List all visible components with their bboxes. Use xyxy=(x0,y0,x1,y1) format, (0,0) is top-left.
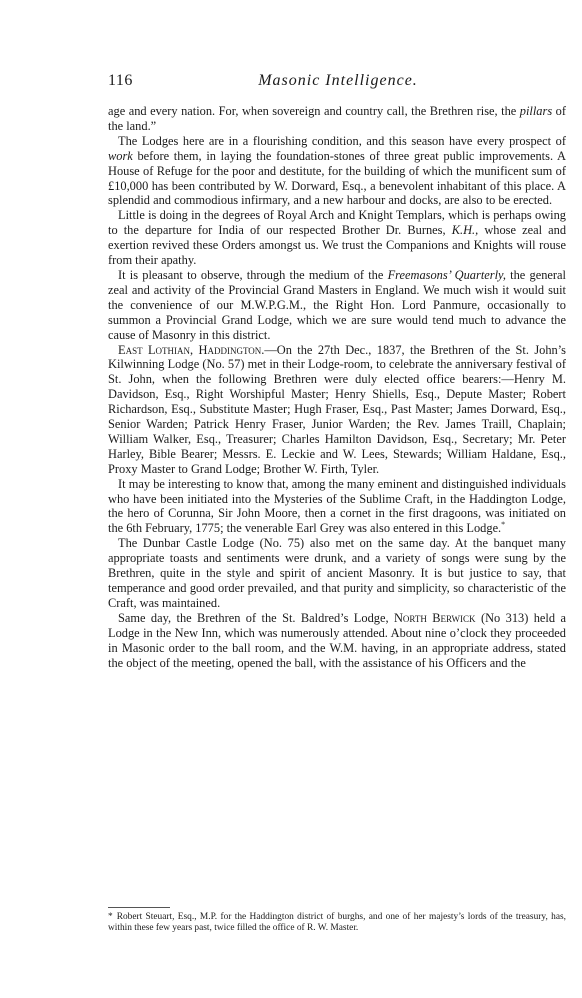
page-number: 116 xyxy=(108,72,133,89)
footnote-mark: * xyxy=(108,912,113,922)
page-header xyxy=(108,72,568,94)
paragraph: Little is doing in the degrees of Royal Arch and Knight Templars, which is perhaps owing to the departure for India of our respected Brother Dr. Burnes, K.H., whose zeal and exertion revived these Orders amongst us. We trust the Companions and Knights will rouse from their apathy. xyxy=(108,208,567,268)
paragraph: East Lothian, Haddington.—On the 27th Dec., 1837, the Brethren of the St. John’s Kilwinning Lodge (No. 57) met in their Lodge-room, to celebrate the anniversary festival of St. John, when the following Brethren were duly elected office bearers:—Henry M. Davidson, Esq., Right Worshipful Master; Henry Shiells, Esq., Depute Master; Robert Richardson, Esq., Substitute Master; Hugh Fraser, Esq., Past Master; James Dorward, Esq., Senior Warden; Patrick Henry Fraser, Junior Warden; the Rev. James Traill, Chaplain; William Walker, Esq., Treasurer; Charles Hamilton Davidson, Esq., Secretary; Mr. Peter Harley, Bible Bearer; Messrs. E. Leckie and W. Lees, Stewards; William Haldane, Esq., Proxy Master to Grand Lodge; Brother W. Firth, Tyler. xyxy=(108,342,566,476)
body-text xyxy=(108,104,566,670)
paragraph: The Dunbar Castle Lodge (No. 75) also met on the same day. At the banquet many appropriate toasts and sentiments were drunk, and a variety of songs were sung by the Brethren, quite in the style and spirit of ancient Masonry. It is but justice to say, that temperance and good order prevailed, and that purity and simplicity, so characteristic of the Craft, was maintained. xyxy=(108,536,566,610)
footnote-text: Robert Steuart, Esq., M.P. for the Haddington district of burghs, and one of her majesty’s lords of the treasury, has, within these few years past, twice filled the office of R. W. Master. xyxy=(108,912,566,933)
paragraph: It is pleasant to observe, through the medium of the Freemasons’ Quarterly, the general zeal and activity of the Provincial Grand Masters in England. We much wish it would suit the convenience of our M.W.P.G.M., the Right Hon. Lord Panmure, occasionally to summon a Provincial Grand Lodge, which we are sure would tend much to advance the cause of Masonry in this district. xyxy=(108,267,566,342)
paragraph: It may be interesting to know that, among the many eminent and distinguished individuals who have been initiated into the Mysteries of the Sublime Craft, in the Haddington Lodge, the hero of Corunna, Sir John Moore, then a cornet in the first dragoons, was initiated on the 6th February, 1775; the venerable Earl Grey was also entered in this Lodge.* xyxy=(108,476,566,536)
footnote xyxy=(108,912,566,934)
footnote-marker: * xyxy=(501,520,506,530)
running-title: Masonic Intelligence. xyxy=(258,72,418,89)
paragraph: age and every nation. For, when sovereign and country call, the Brethren rise, the pillars of the land.” xyxy=(108,104,566,133)
paragraph: Same day, the Brethren of the St. Baldred’s Lodge, North Berwick (No 313) held a Lodge in the New Inn, which was numerously attended. About nine o’clock they proceeded in Masonic order to the ball room, and the W.M. having, in an appropriate address, stated the object of the meeting, opened the ball, with the assistance of his Officers and the xyxy=(108,610,566,670)
paragraph: The Lodges here are in a flourishing condition, and this season have every prospect of work before them, in laying the foundation-stones of three great public improvements. A House of Refuge for the poor and destitute, for the building of which the munificent sum of £10,000 has been contributed by W. Dorward, Esq., a benevolent inhabitant of this place. A splendid and commodious infirmary, and a new harbour and docks, are also to be erected. xyxy=(108,133,566,208)
footnote-rule xyxy=(108,907,170,908)
